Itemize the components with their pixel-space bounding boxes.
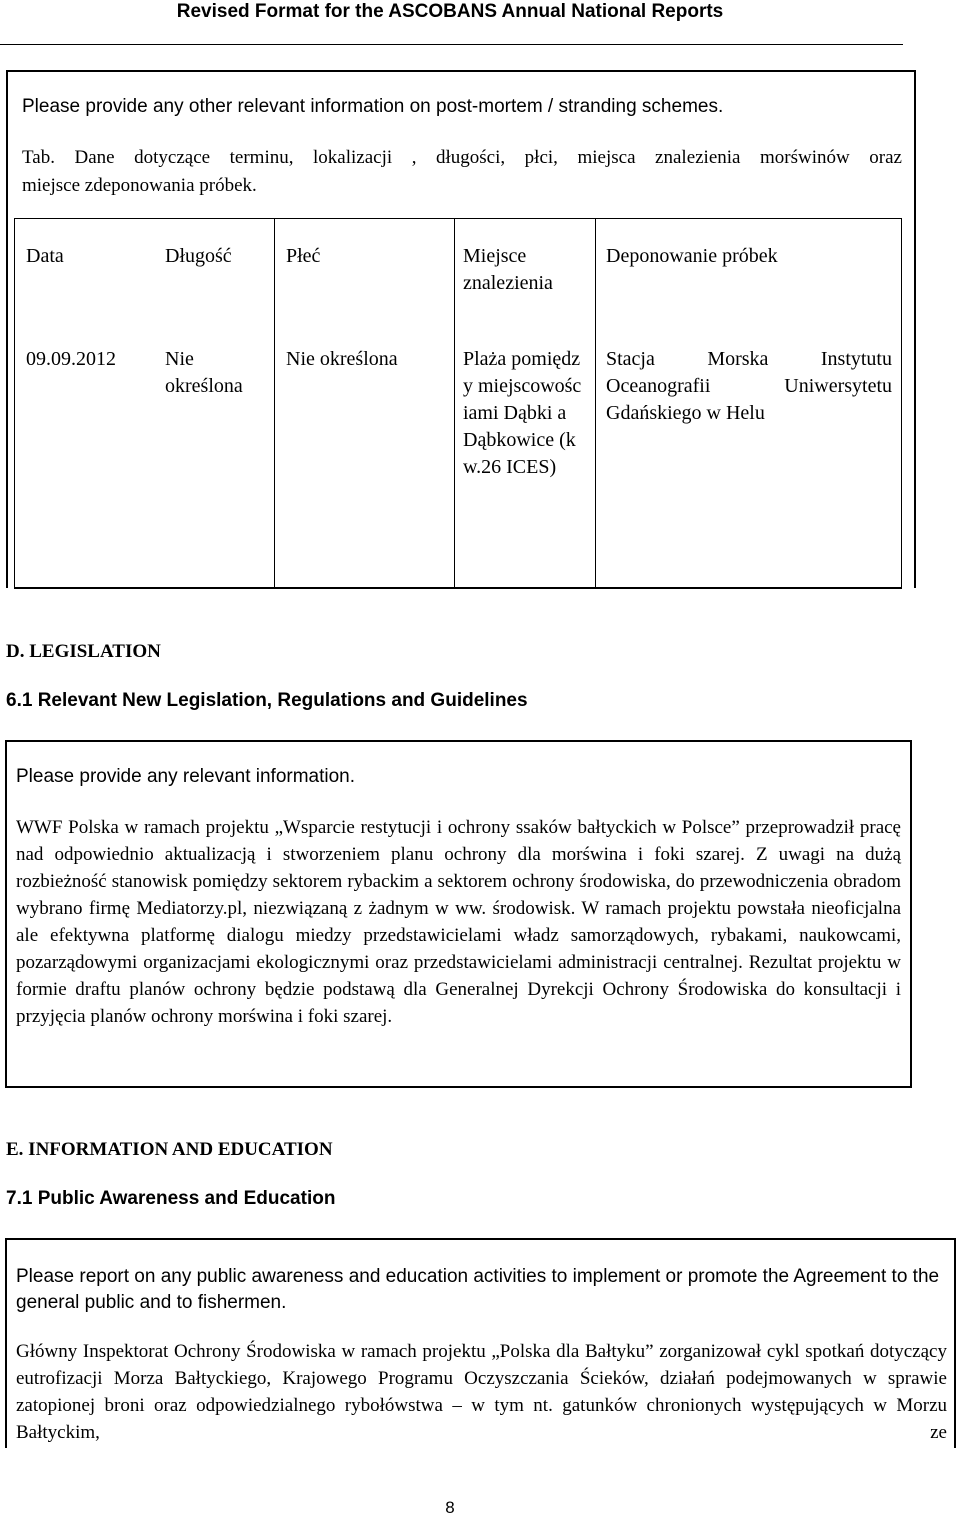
section-heading-legislation: D. LEGISLATION [6, 641, 161, 662]
table-top-border [14, 218, 902, 219]
table-cell-deponowanie: Stacja Morska Instytutu Oceanografii Uniwersytetu Gdańskiego w Helu [606, 348, 892, 424]
table-col-border [901, 218, 902, 588]
legislation-body: WWF Polska w ramach projektu „Wsparcie restytucji i ochrony ssaków bałtyckich w Polsce” przeprowadził pracę nad odpowiednio aktualizacją i stworzeniem planu ochrony dla morświna i foki szarej. Z uwagi na dużą rozbieżność stanowisk pomiędzy sektorem rybackim a sektorem ochrony środowiska, do przewodniczenia obradom wybrano firmę Mediatorzy.pl, niezwiązaną z żadnym w ww. środowisk. W ramach projektu powstała nieoficjalna ale efektywna platformę dialogu miedzy przedstawicielami władz samorządowych, rybakami, naukowcami, pozarządowymi organizacjami ekologicznymi oraz przedstawicielami administracji centralnej. Rezultat projektu w formie draftu planów ochrony będzie podstawą dla Generalnej Dyrekcji Ochrony Środowiska do konsultacji i przyjęcia planów ochrony morświna i foki szarej. [16, 817, 901, 1027]
stranding-prompt: Please provide any other relevant information on post-mortem / stranding schemes. [22, 96, 724, 117]
page-header-title: Revised Format for the ASCOBANS Annual National Reports [176, 1, 724, 22]
education-body: Główny Inspektorat Ochrony Środowiska w ramach projektu „Polska dla Bałtyku” zorganizował cykl spotkań dotyczący eutrofizacji Morza Bałtyckiego, Krajowego Programu Oczyszczania Ścieków, działań podejmowanych w sprawie zatopionej broni oraz odpowiedzialnego rybołówstwa – w tym nt. gatunków chronionych występujących w Morzu Bałtyckim, ze [16, 1341, 947, 1443]
education-box [5, 1238, 956, 1448]
table-cell-plec: Nie określona [286, 348, 398, 370]
education-prompt: Please report on any public awareness and education activities to implement or promote the Agreement to the general public and to fishermen. [16, 1266, 940, 1313]
table-cell-data: 09.09.2012 [26, 348, 116, 370]
table-col-border [14, 218, 15, 588]
table-cell-dlugosc: Nie określona [165, 348, 243, 397]
subsection-heading-education: 7.1 Public Awareness and Education [6, 1188, 336, 1209]
table-cell-miejsce: Plaża pomiędzy miejscowościami Dąbki a Dąbkowice (kw.26 ICES) [463, 348, 582, 478]
table-caption-line1: Tab. Dane dotyczące terminu, lokalizacji , długości, płci, miejsca znalezienia morświnów oraz [22, 147, 902, 168]
table-bottom-border [14, 587, 902, 589]
stranding-box [6, 70, 916, 588]
legislation-box [5, 740, 912, 1088]
legislation-prompt: Please provide any relevant information. [16, 766, 356, 787]
table-header-deponowanie: Deponowanie próbek [606, 245, 778, 267]
table-header-dlugosc: Długość [165, 245, 232, 267]
header-rule [0, 44, 903, 45]
table-header-plec: Płeć [286, 245, 321, 267]
table-caption-line2: miejsce zdeponowania próbek. [22, 175, 257, 196]
table-col-border [595, 218, 596, 588]
table-col-border [454, 218, 455, 588]
subsection-heading-legislation: 6.1 Relevant New Legislation, Regulations and Guidelines [6, 690, 528, 711]
page-number: 8 [445, 1498, 455, 1517]
table-header-miejsce: Miejsce znalezienia [463, 245, 553, 294]
table-header-data: Data [26, 245, 64, 267]
section-heading-education: E. INFORMATION AND EDUCATION [6, 1139, 333, 1160]
table-col-border [274, 218, 275, 588]
